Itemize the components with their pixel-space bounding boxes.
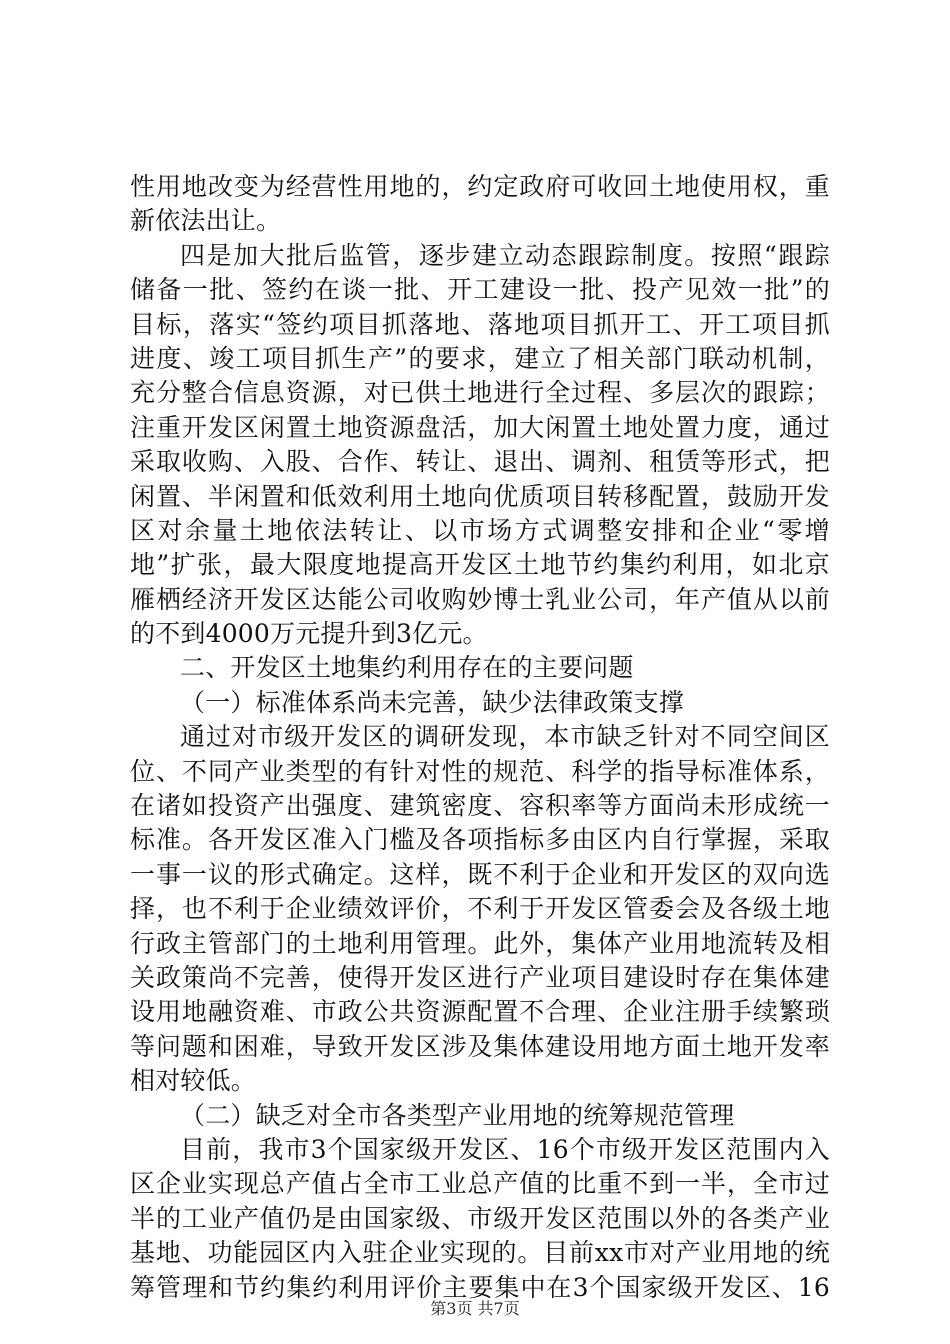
text-line: 择，也不利于企业绩效评价，不利于开发区管委会及各级土地 bbox=[130, 894, 830, 924]
text-line: 半的工业产值仍是由国家级、市级开发区范围以外的各类产业 bbox=[130, 1203, 830, 1233]
text-line: 在诸如投资产出强度、建筑密度、容积率等方面尚未形成统一 bbox=[130, 791, 830, 821]
paragraph-start-line: 四是加大批后监管，逐步建立动态跟踪制度。按照“跟踪 bbox=[180, 240, 830, 270]
section-heading: 二、开发区土地集约利用存在的主要问题 bbox=[180, 653, 634, 683]
text-line: 一事一议的形式确定。这样，既不利于企业和开发区的双向选 bbox=[130, 859, 830, 889]
text-line: 注重开发区闲置土地资源盘活，加大闲置土地处置力度，通过 bbox=[130, 412, 830, 442]
text-line: 闲置、半闲置和低效利用土地向优质项目转移配置，鼓励开发 bbox=[130, 481, 830, 511]
page-footer bbox=[0, 1296, 950, 1319]
text-line: 采取收购、入股、合作、转让、退出、调剂、租赁等形式，把 bbox=[130, 447, 830, 477]
text-line: 位、不同产业类型的有针对性的规范、科学的指导标准体系， bbox=[130, 756, 830, 786]
text-line: 进度、竣工项目抓生产”的要求，建立了相关部门联动机制， bbox=[130, 343, 830, 373]
document-body bbox=[130, 170, 830, 1305]
text-line: 基地、功能园区内入驻企业实现的。目前xx市对产业用地的统 bbox=[130, 1238, 830, 1268]
text-line: 行政主管部门的土地利用管理。此外，集体产业用地流转及相 bbox=[130, 928, 830, 958]
text-line: 地”扩张，最大限度地提高开发区土地节约集约利用，如北京 bbox=[130, 550, 830, 580]
text-line: 标准。各开发区准入门槛及各项指标多由区内自行掌握，采取 bbox=[130, 825, 830, 855]
text-line: 设用地融资难、市政公共资源配置不合理、企业注册手续繁琐 bbox=[130, 997, 830, 1027]
subsection-heading: （一）标准体系尚未完善，缺少法律政策支撑 bbox=[180, 687, 685, 717]
text-line: 筹管理和节约集约利用评价主要集中在3个国家级开发区、16 bbox=[130, 1272, 830, 1302]
text-line: 性用地改变为经营性用地的，约定政府可收回土地使用权，重 bbox=[130, 172, 830, 201]
text-line: 区对余量土地依法转让、以市场方式调整安排和企业“零增 bbox=[130, 515, 830, 545]
page-number-label: 第3页 共7页 bbox=[430, 1299, 520, 1318]
text-line: 等问题和困难，导致开发区涉及集体建设用地方面土地开发率 bbox=[130, 1031, 830, 1061]
text-line: 相对较低。 bbox=[130, 1066, 257, 1096]
text-line: 目标，落实“签约项目抓落地、落地项目抓开工、开工项目抓 bbox=[130, 309, 830, 339]
subsection-heading: （二）缺乏对全市各类型产业用地的统筹规范管理 bbox=[180, 1100, 735, 1130]
text-line: 充分整合信息资源，对已供土地进行全过程、多层次的跟踪； bbox=[130, 378, 830, 408]
paragraph-start-line: 目前，我市3个国家级开发区、16个市级开发区范围内入 bbox=[180, 1134, 830, 1164]
text-line: 雁栖经济开发区达能公司收购妙博士乳业公司，年产值从以前 bbox=[130, 584, 830, 614]
text-line: 的不到4000万元提升到3亿元。 bbox=[130, 619, 488, 649]
text-line: 储备一批、签约在谈一批、开工建设一批、投产见效一批”的 bbox=[130, 275, 830, 305]
text-line: 新依法出让。 bbox=[130, 206, 282, 236]
text-line: 区企业实现总产值占全市工业总产值的比重不到一半，全市过 bbox=[130, 1169, 830, 1199]
text-line: 关政策尚不完善，使得开发区进行产业项目建设时存在集体建 bbox=[130, 962, 830, 992]
paragraph-start-line: 通过对市级开发区的调研发现，本市缺乏针对不同空间区 bbox=[180, 722, 830, 752]
